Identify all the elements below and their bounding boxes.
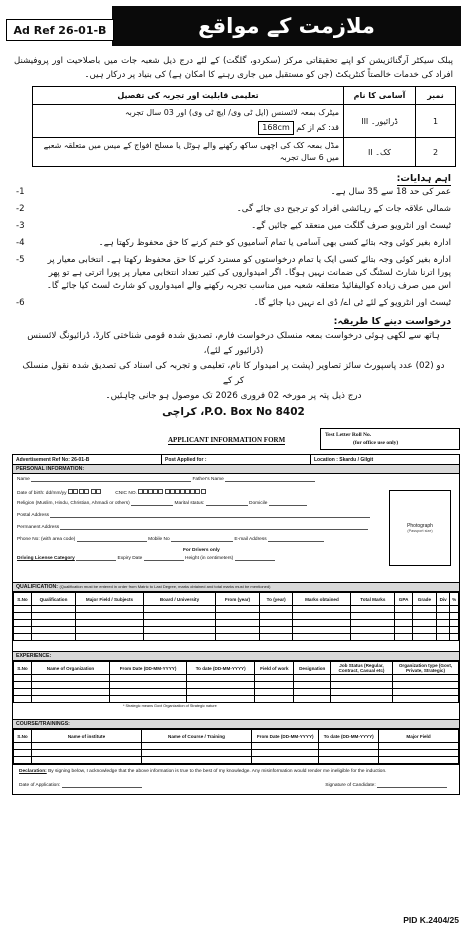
job-opportunities-banner: ملازمت کے مواقع <box>112 6 461 46</box>
signature-field[interactable] <box>377 783 447 788</box>
how-to-apply-line: درج ذیل پتہ پر مورخہ 02 فروری 2026 تک موصول ہو جانی چاہئیں۔ <box>105 391 362 401</box>
col-header: Name of Course / Training <box>142 730 252 743</box>
qualification-table <box>13 592 459 641</box>
job-post: کک۔ II <box>344 138 416 167</box>
col-header: To (year) <box>259 593 293 606</box>
col-header: From Date (DD-MM-YYYY) <box>252 730 319 743</box>
email-field[interactable] <box>268 537 324 542</box>
job-post: ڈرائیور۔ III <box>344 105 416 138</box>
religion-field[interactable] <box>131 501 173 506</box>
instructions-list <box>16 186 451 310</box>
col-header: Field of work <box>255 662 294 675</box>
table-row[interactable] <box>14 675 459 682</box>
col-header: To date (DD-MM-YYYY) <box>187 662 255 675</box>
applicant-form <box>12 454 460 795</box>
declaration-label: Declaration: <box>19 769 47 774</box>
qualification-line: مڈل بمعہ کک کی اچھی ساکھ رکھنے والے ہوٹل یا مسلح افواج کے میس میں متعلقہ شعبے میں 6 سال تجربہ <box>43 141 339 162</box>
post-applied-field[interactable]: Post Applied for : <box>162 455 311 464</box>
header-number: نمبر <box>416 87 456 105</box>
table-row[interactable] <box>14 613 459 620</box>
pid-number: PID K.2404/25 <box>403 915 459 925</box>
col-header: From (year) <box>216 593 260 606</box>
instructions-title: اہم ہدایات: <box>396 173 451 184</box>
father-name-field[interactable] <box>225 477 315 482</box>
personal-info-heading: PERSONAL INFORMATION: <box>13 465 459 474</box>
table-row[interactable] <box>14 750 459 757</box>
office-use-box <box>320 428 460 450</box>
ad-ref-box: Ad Ref 26-01-B <box>6 19 114 41</box>
list-item: عمر کی حد 18 سے 35 سال ہے۔ -1 <box>16 187 451 197</box>
table-row[interactable] <box>14 682 459 689</box>
col-header: From Date (DD-MM-YYYY) <box>110 662 187 675</box>
how-to-apply-text <box>20 329 447 404</box>
form-title: APPLICANT INFORMATION FORM <box>168 436 286 444</box>
spacer <box>13 709 459 719</box>
experience-heading: EXPERIENCE: <box>13 651 459 661</box>
col-header: S.No <box>14 662 32 675</box>
col-header: Name of Organization <box>32 662 110 675</box>
phone-field[interactable] <box>77 537 147 542</box>
qualification-heading: QUALIFICATION: (Qualification must be entered in order from Matric to Last Degree, marks obtained and total marks must be mentioned) <box>13 582 459 592</box>
application-date: Date of Application: <box>19 783 142 788</box>
list-item: ٹیسٹ اور انٹرویو کے لئے ٹی اے/ ڈی اے نہیں دیا جائے گا۔ -6 <box>16 298 451 308</box>
job-qualification <box>33 138 344 167</box>
col-header: Qualification <box>32 593 76 606</box>
table-row[interactable] <box>14 696 459 703</box>
table-row <box>33 105 456 138</box>
col-header: S.No <box>14 593 32 606</box>
candidate-signature: Signature of Candidate: <box>325 783 447 788</box>
table-row[interactable] <box>14 743 459 750</box>
col-header: GPA <box>395 593 413 606</box>
how-to-apply-line: دو (02) عدد پاسپورٹ سائز تصاویر (پشت پر امیدوار کا نام، تعلیمی و تجربہ کی اسناد کی تصدیق شدہ نقول منسلک کر کے <box>22 361 445 386</box>
personal-info-section <box>13 474 459 582</box>
col-header: Organization type (Govt, Private, Strategic) <box>393 662 459 675</box>
name-row: Name Father's Name <box>17 477 315 482</box>
qualification-line: میٹرک بمعہ لائسنس (ایل ٹی وی/ ایچ ٹی وی) اور 03 سال تجربہ <box>124 108 339 117</box>
location-cell: Location : Skardu / Gilgit <box>314 456 374 463</box>
col-header: Major Field <box>379 730 459 743</box>
col-header: Name of institute <box>32 730 142 743</box>
name-field[interactable] <box>31 477 191 482</box>
declaration-text: By signing below, I acknowledge that the above information is true to the best of my knowledge. Any misinformation would render me ineligible for the induction. <box>48 769 387 774</box>
experience-table <box>13 661 459 703</box>
ad-ref-cell: Advertisement Ref No: 26-01-B <box>13 455 162 464</box>
spacer <box>13 641 459 651</box>
col-header: Board / University <box>144 593 216 606</box>
form-ref-row <box>13 455 459 465</box>
photograph-box[interactable]: Photograph (Passport size) <box>389 490 451 566</box>
job-qualification <box>33 105 344 138</box>
table-row[interactable] <box>14 627 459 634</box>
signature-row <box>13 777 459 794</box>
col-header: % <box>450 593 459 606</box>
roll-no-label: Test Letter Roll No. <box>325 432 372 438</box>
job-number: 1 <box>416 105 456 138</box>
col-header: S.No <box>14 730 32 743</box>
religion-row: Religion (Muslim, Hindu, Christian, Ahmadi or others) Marital status: Domicile <box>17 501 307 506</box>
marital-status-field[interactable] <box>206 501 248 506</box>
expiry-date-field[interactable] <box>144 556 184 561</box>
list-item: ادارہ بغیر کوئی وجہ بتائے کسی بھی آسامی یا تمام آسامیوں کو ختم کرنے کا حق محفوظ رکھتا ہے۔ -4 <box>16 238 451 248</box>
how-to-apply-line: ہاتھ سے لکھی ہوئی درخواست بمعہ منسلک درخواست فارم، تصدیق شدہ قومی شناختی کارڈ، ڈرائیونگ لائسنس (ڈرائیور کے لئے)، <box>27 331 440 356</box>
license-row: Driving License Category Expiry Date Height (in centimeters) <box>17 556 275 561</box>
list-item: ادارہ بغیر کوئی وجہ بتائے کسی ایک یا تمام درخواستوں کو مسترد کرنے کا حق محفوظ رکھتا ہے۔ انتخابی معیار پر پورا اترنا شارٹ لسٹنگ کی ضمانت نہیں ہوگا۔ اگر امیدواروں کی کثیر تعداد انتخابی معیار پر پورا اترتی ہے تو پھر اس میں صرف زیادہ کوالیفائیڈ متعلقہ شعبہ میں مناسب تجربہ رکھنے والے امیدواروں کو شارٹ لسٹ کیا جائے گا۔ -5 <box>16 255 451 291</box>
license-note: For Drivers only <box>183 548 220 553</box>
strategic-note: * Strategic means Govt Organization of Strategic nature <box>123 704 217 708</box>
header <box>6 6 461 46</box>
height-value: 168cm <box>258 121 293 135</box>
postal-address-field[interactable] <box>50 513 370 518</box>
form-top <box>6 428 461 452</box>
table-row <box>33 138 456 167</box>
col-header: Marks obtained <box>293 593 351 606</box>
intro-paragraph: پبلک سیکٹر آرگنائزیشن کو اپنے تحقیقاتی مرکز (سکردو، گلگت) کے لئے درج ذیل شعبہ جات میں باصلاحیت اور پروفیشنل افراد کی خدمات خالصتاً کنٹریکٹ (جن کو مستقبل میں جاری رہنے کا امکان ہے) کی بنیاد پر درکار ہیں۔ <box>14 56 453 80</box>
dob-boxes[interactable] <box>68 489 101 496</box>
col-header: Div <box>436 593 450 606</box>
col-header: To date (DD-MM-YYYY) <box>319 730 379 743</box>
table-row[interactable] <box>14 689 459 696</box>
col-header: Total Marks <box>351 593 395 606</box>
jobs-table-header <box>33 87 456 105</box>
col-header: Major Field / Subjects <box>76 593 144 606</box>
height-field[interactable] <box>235 556 275 561</box>
header-qualification: تعلیمی قابلیت اور تجربہ کی تفصیل <box>33 87 344 105</box>
application-date-field[interactable] <box>62 783 142 788</box>
declaration <box>13 764 459 777</box>
table-row[interactable] <box>14 757 459 764</box>
license-category-field[interactable] <box>76 556 116 561</box>
height-requirement <box>37 119 339 135</box>
courses-table <box>13 729 459 764</box>
postal-address-row: Postal Address <box>17 513 370 518</box>
po-box-address: P.O. Box No 8402، کراچی <box>162 406 305 418</box>
contact-row: Phone No: (with area code) Mobile No E-mail Address <box>17 537 324 542</box>
domicile-field[interactable] <box>269 501 307 506</box>
table-row[interactable] <box>14 606 459 613</box>
job-number: 2 <box>416 138 456 167</box>
list-item: شمالی علاقہ جات کے رہائشی افراد کو ترجیح دی جائے گی۔ -2 <box>16 204 451 214</box>
qualification-note: (Qualification must be entered in order from Matric to Last Degree, marks obtained and total marks must be mentioned) <box>59 584 271 589</box>
mobile-field[interactable] <box>171 537 233 542</box>
jobs-table <box>32 86 456 167</box>
col-header: Designation <box>294 662 331 675</box>
dob-row: Date of birth: dd/mm/yy CNIC NO. <box>17 489 206 496</box>
office-use-note: (for office use only) <box>353 440 399 446</box>
cnic-boxes[interactable] <box>138 489 206 496</box>
list-item: ٹیسٹ اور انٹرویو صرف گلگت میں منعقد کیے جائیں گے۔ -3 <box>16 221 451 231</box>
permanent-address-field[interactable] <box>60 525 368 530</box>
how-to-apply-title: درخواست دینے کا طریقہ: <box>333 316 451 327</box>
permanent-address-row: Permanent Address <box>17 525 368 530</box>
col-header: Job Status (Regular, Contract, Casual etc) <box>331 662 393 675</box>
table-row[interactable] <box>14 634 459 641</box>
col-header: Grade <box>412 593 436 606</box>
header-post: آسامی کا نام <box>344 87 416 105</box>
courses-heading: COURSE/TRAININGS: <box>13 719 459 729</box>
table-row[interactable] <box>14 620 459 627</box>
height-label: قد: کم از کم <box>296 123 339 132</box>
